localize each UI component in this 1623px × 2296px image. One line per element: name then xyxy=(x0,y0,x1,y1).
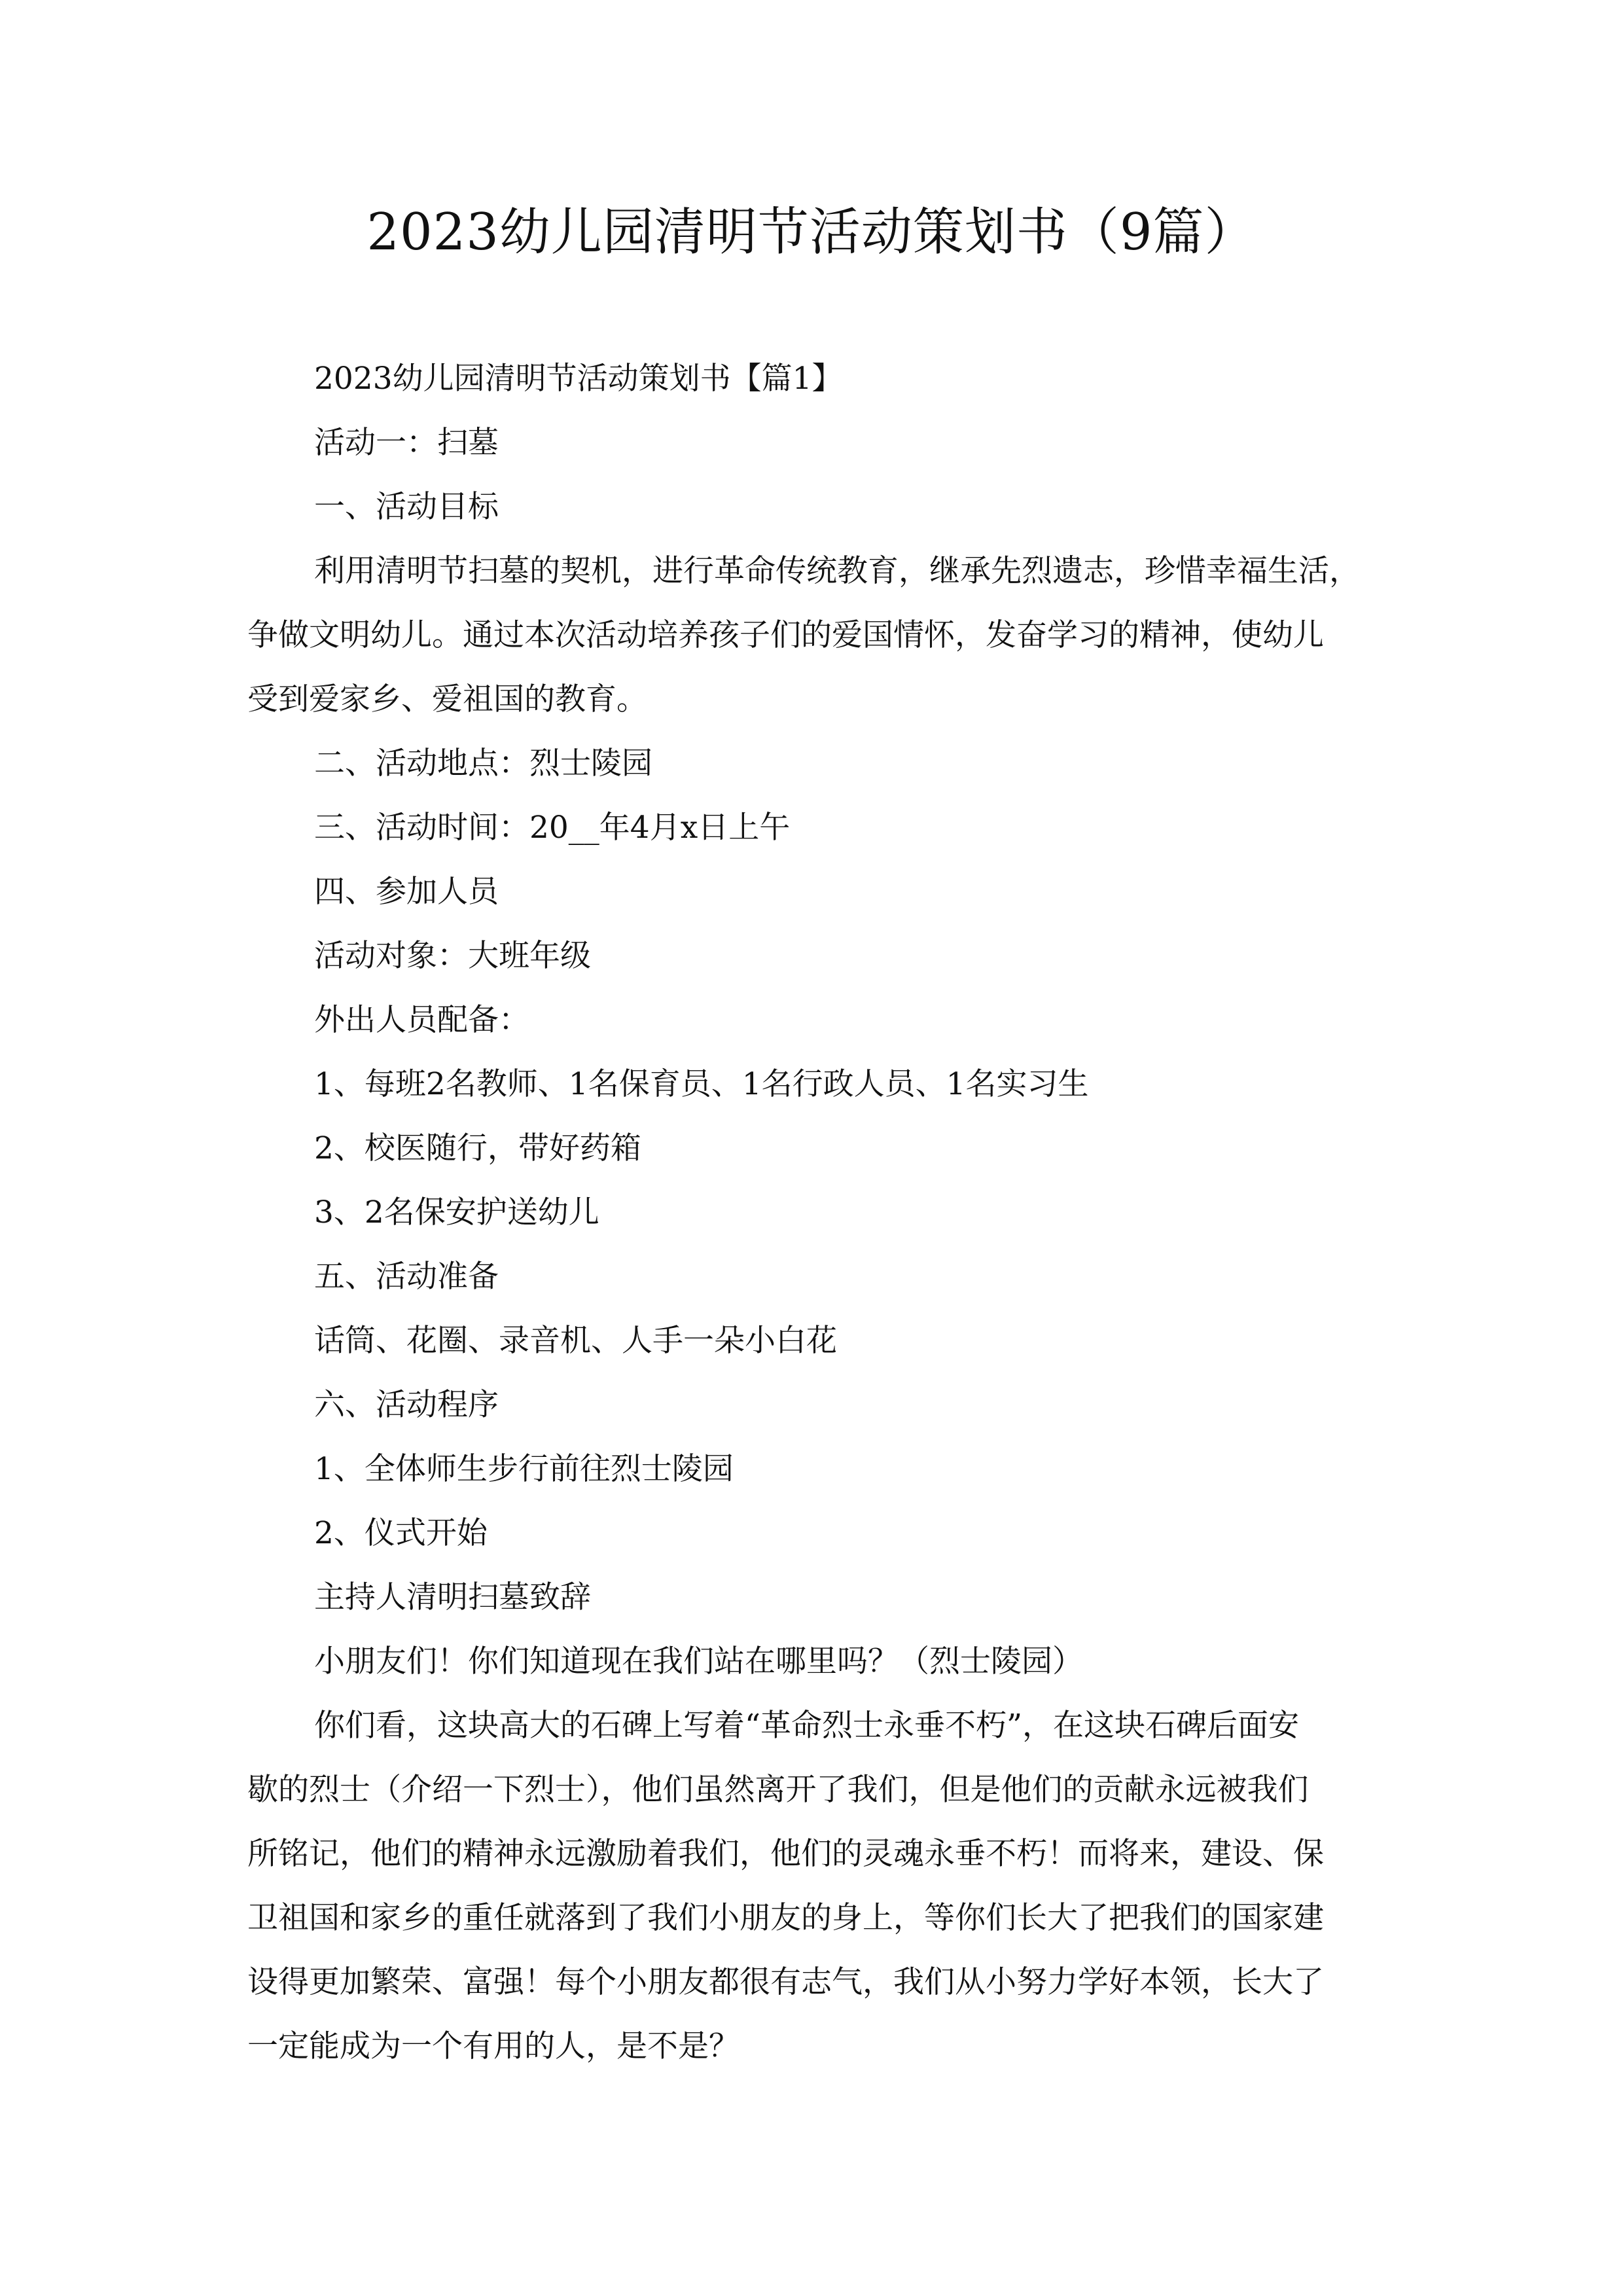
paragraph-line: 受到爱家乡、爱祖国的教育。 xyxy=(247,681,647,717)
paragraph-line: 主持人清明扫墓致辞 xyxy=(314,1579,591,1615)
paragraph-line: 3、2名保安护送幼儿 xyxy=(314,1194,599,1230)
document-body xyxy=(247,347,1391,2079)
paragraph-line: 四、参加人员 xyxy=(314,874,499,910)
paragraph-line: 2、校医随行，带好药箱 xyxy=(314,1130,641,1166)
paragraph-line: 小朋友们！你们知道现在我们站在哪里吗？（烈士陵园） xyxy=(314,1643,1083,1679)
paragraph-line: 三、活动时间：20__年4月x日上午 xyxy=(314,810,791,846)
paragraph-line: 设得更加繁荣、富强！每个小朋友都很有志气，我们从小努力学好本领，长大了 xyxy=(247,1964,1324,2000)
paragraph-line: 话筒、花圈、录音机、人手一朵小白花 xyxy=(314,1323,837,1359)
paragraph-line: 1、全体师生步行前往烈士陵园 xyxy=(314,1451,734,1487)
paragraph-line: 二、活动地点：烈士陵园 xyxy=(314,745,652,781)
paragraph-line: 你们看，这块高大的石碑上写着“革命烈士永垂不朽”，在这块石碑后面安 xyxy=(314,1708,1300,1744)
paragraph-line: 所铭记，他们的精神永远激励着我们，他们的灵魂永垂不朽！而将来，建设、保 xyxy=(247,1836,1324,1872)
paragraph-line: 争做文明幼儿。通过本次活动培养孩子们的爱国情怀，发奋学习的精神，使幼儿 xyxy=(247,617,1324,653)
paragraph-line: 五、活动准备 xyxy=(314,1259,499,1295)
section-heading: 2023幼儿园清明节活动策划书【篇1】 xyxy=(314,361,843,397)
paragraph-line: 利用清明节扫墓的契机，进行革命传统教育，继承先烈遗志，珍惜幸福生活， xyxy=(314,553,1360,589)
paragraph-line: 一定能成为一个有用的人，是不是？ xyxy=(247,2028,740,2064)
document-title: 2023幼儿园清明节活动策划书（9篇） xyxy=(366,203,1257,262)
activity-heading: 活动一：扫墓 xyxy=(314,425,499,461)
paragraph-line: 六、活动程序 xyxy=(314,1387,499,1423)
paragraph-line: 外出人员配备： xyxy=(314,1002,529,1038)
paragraph-line: 歇的烈士（介绍一下烈士），他们虽然离开了我们，但是他们的贡献永远被我们 xyxy=(247,1772,1309,1808)
paragraph-line: 活动对象：大班年级 xyxy=(314,938,591,974)
paragraph-line: 2、仪式开始 xyxy=(314,1515,488,1551)
paragraph-line: 1、每班2名教师、1名保育员、1名行政人员、1名实习生 xyxy=(314,1066,1089,1102)
paragraph-line: 卫祖国和家乡的重任就落到了我们小朋友的身上，等你们长大了把我们的国家建 xyxy=(247,1900,1324,1936)
paragraph-line: 一、活动目标 xyxy=(314,489,499,525)
